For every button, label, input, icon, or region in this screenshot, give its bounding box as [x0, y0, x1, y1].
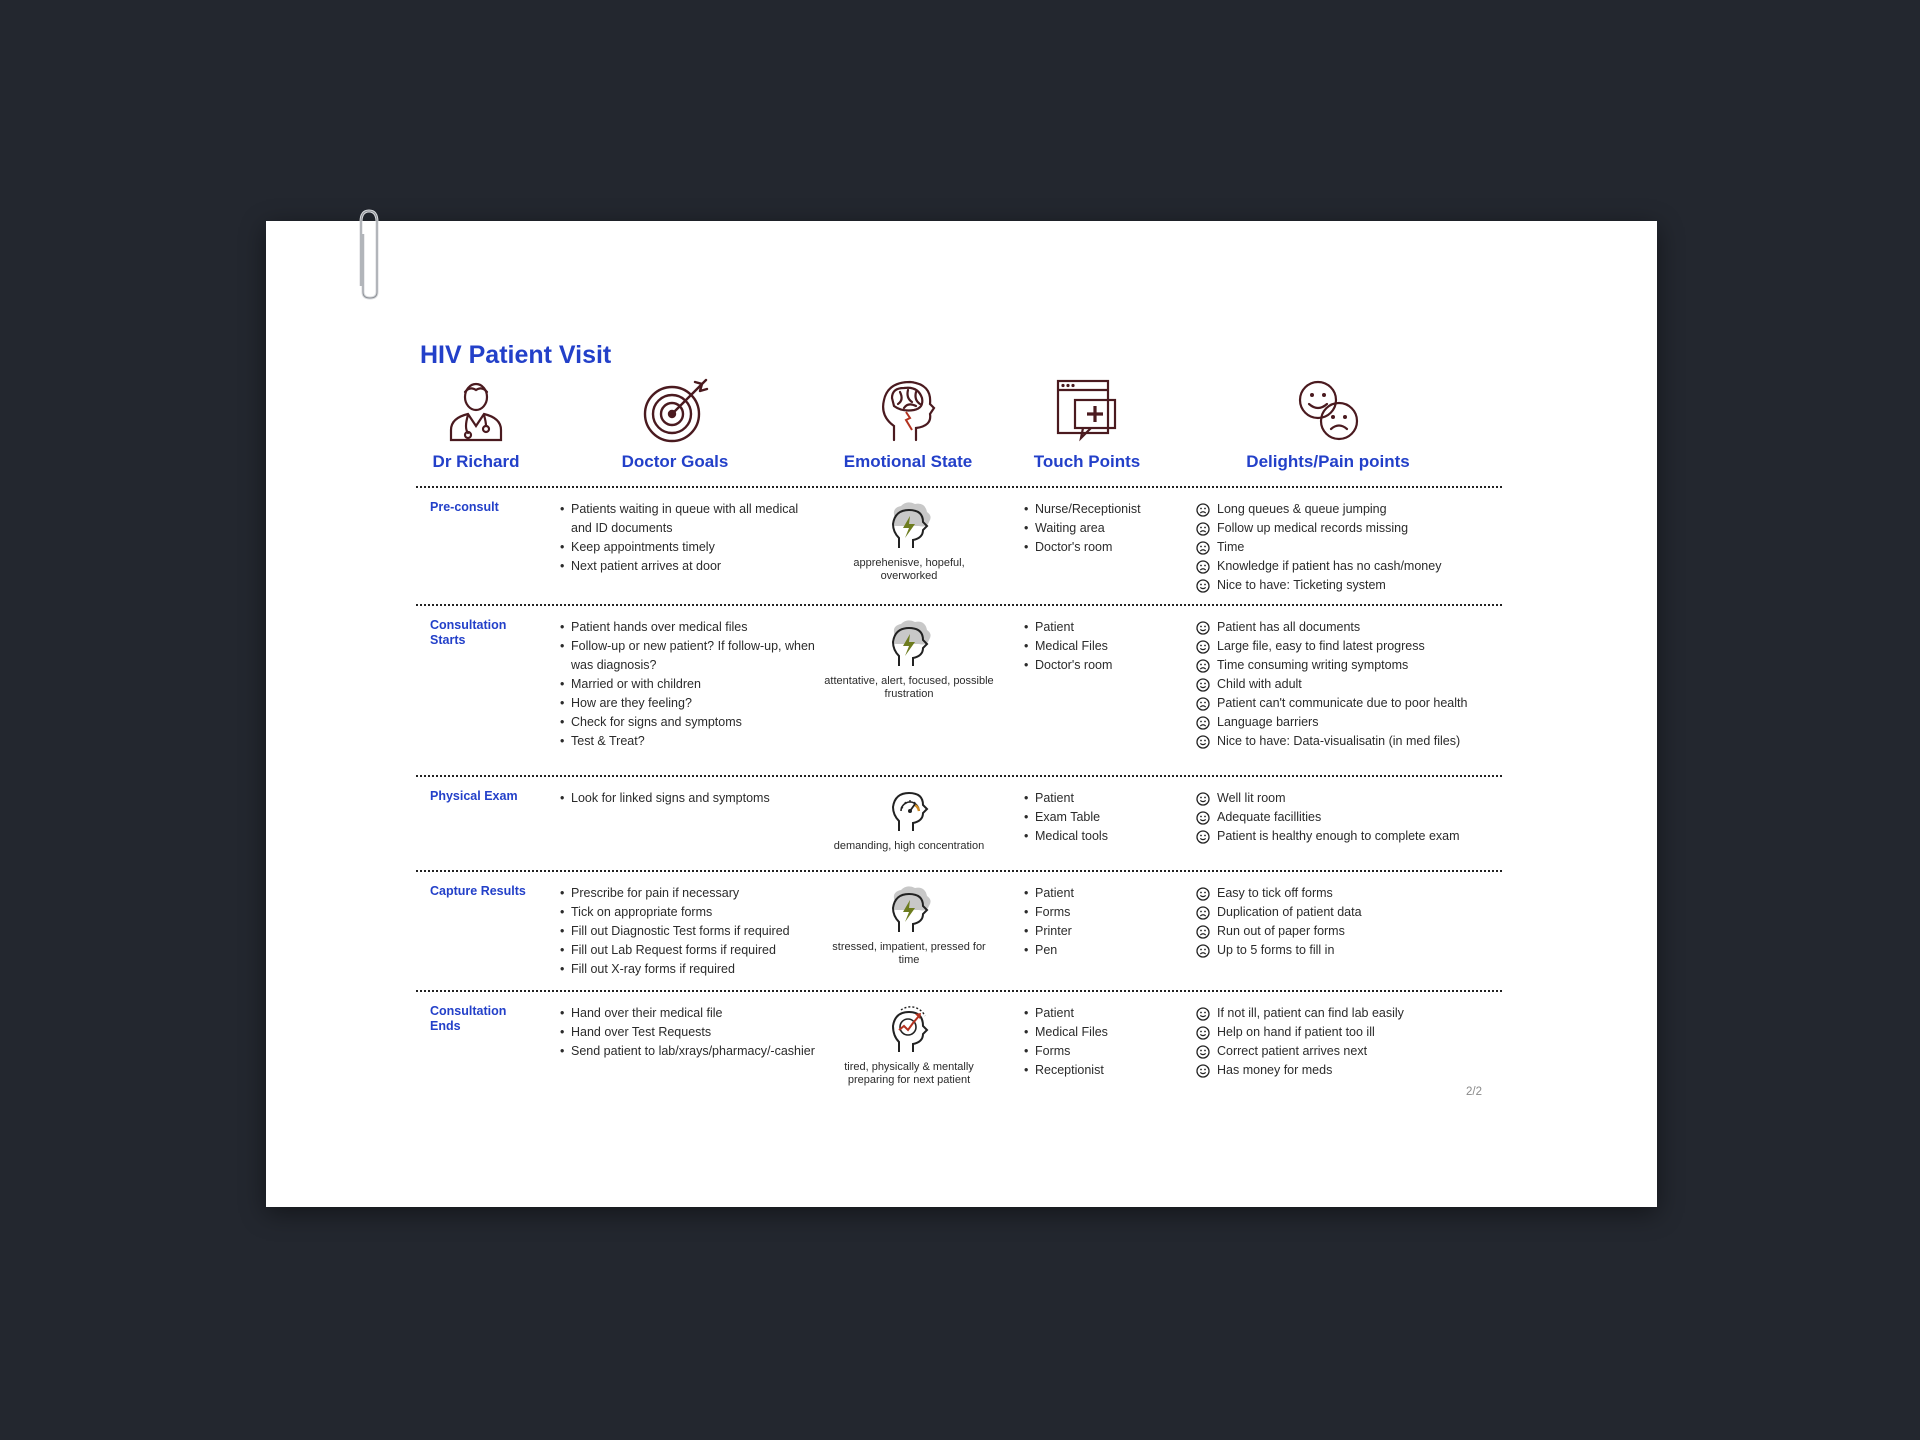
pain-point-text: Time	[1217, 540, 1245, 554]
goal-item: • Patient hands over medical files	[560, 618, 820, 637]
column-header-emotion	[843, 378, 973, 471]
pain-point-item	[1196, 922, 1496, 941]
touch-point-item: • Patient	[1024, 1004, 1108, 1023]
sad-face-icon	[1196, 659, 1210, 673]
pain-point-item	[1196, 500, 1496, 519]
touch-point-item: • Patient	[1024, 789, 1108, 808]
delight-text: Well lit room	[1217, 791, 1286, 805]
pain-point-item	[1196, 538, 1496, 557]
emotion-note: demanding, high concentration	[833, 840, 985, 852]
delights-pain-list	[1196, 1004, 1496, 1080]
pain-point-text: Knowledge if patient has no cash/money	[1217, 559, 1442, 573]
goals-list	[560, 500, 820, 576]
emotional-state	[824, 618, 994, 701]
touch-point-item: • Forms	[1024, 903, 1074, 922]
emotional-state	[824, 500, 994, 583]
delight-item	[1196, 884, 1496, 903]
stage-label: Pre-consult	[430, 500, 499, 514]
delight-item	[1196, 1023, 1496, 1042]
delight-text: Patient is healthy enough to complete exam	[1217, 829, 1460, 843]
goals-list	[560, 1004, 820, 1061]
touch-point-item: • Forms	[1024, 1042, 1108, 1061]
happy-face-icon	[1196, 830, 1210, 844]
sad-face-icon	[1196, 906, 1210, 920]
touch-point-item: • Doctor's room	[1024, 538, 1141, 557]
delight-item	[1196, 675, 1496, 694]
touch-points-list	[1024, 789, 1108, 846]
pain-point-item	[1196, 519, 1496, 538]
delight-text: Large file, easy to find latest progress	[1217, 639, 1425, 653]
stressed-head-cloud-icon	[885, 500, 933, 550]
column-header-persona	[432, 378, 520, 471]
touch-point-item: • Medical tools	[1024, 827, 1108, 846]
sad-face-icon	[1196, 716, 1210, 730]
tired-head-icon	[885, 1004, 933, 1054]
delights-pain-list	[1196, 618, 1496, 751]
delight-item	[1196, 827, 1496, 846]
sad-face-icon	[1196, 944, 1210, 958]
delights-pain-list	[1196, 789, 1496, 846]
delight-text: Help on hand if patient too ill	[1217, 1025, 1375, 1039]
page-number: 2/2	[1466, 1086, 1482, 1098]
sad-face-icon	[1196, 541, 1210, 555]
happy-face-icon	[1196, 735, 1210, 749]
delight-item	[1196, 1061, 1496, 1080]
touch-point-item: • Waiting area	[1024, 519, 1141, 538]
stage-label: Capture Results	[430, 884, 526, 898]
pain-point-text: Follow up medical records missing	[1217, 521, 1409, 535]
touch-point-item: • Exam Table	[1024, 808, 1108, 827]
doctor-icon	[446, 378, 506, 442]
stage-label: Consultation Starts	[430, 618, 507, 647]
stressed-head-cloud-icon	[885, 884, 933, 934]
goal-item: • Married or with children	[560, 675, 820, 694]
happy-face-icon	[1196, 792, 1210, 806]
page-title: HIV Patient Visit	[420, 341, 612, 369]
pain-point-item	[1196, 941, 1496, 960]
journey-row-consultation-starts	[416, 604, 1502, 748]
goal-item: • Fill out Diagnostic Test forms if required	[560, 922, 820, 941]
column-label-emotion: Emotional State	[843, 452, 973, 471]
happy-face-icon	[1196, 811, 1210, 825]
pain-point-item	[1196, 557, 1496, 576]
stage-label: Physical Exam	[430, 789, 518, 803]
emotion-note: stressed, impatient, pressed for time	[832, 941, 986, 966]
brain-head-icon	[876, 378, 940, 442]
touch-point-item: • Receptionist	[1024, 1061, 1108, 1080]
medical-chat-icon	[1055, 378, 1119, 442]
touch-points-list	[1024, 618, 1112, 675]
column-label-persona: Dr Richard	[432, 452, 520, 471]
column-label-goals: Doctor Goals	[621, 452, 729, 471]
delight-text: Easy to tick off forms	[1217, 886, 1333, 900]
emotional-state	[824, 1004, 994, 1087]
goal-item: • Tick on appropriate forms	[560, 903, 820, 922]
target-icon	[640, 378, 710, 444]
delight-text: Child with adult	[1217, 677, 1302, 691]
journey-row-physical-exam	[416, 775, 1502, 852]
happy-face-icon	[1196, 1007, 1210, 1021]
emotional-state	[824, 789, 994, 853]
happy-face-icon	[1196, 579, 1210, 593]
delight-item	[1196, 732, 1496, 751]
pain-point-item	[1196, 713, 1496, 732]
journey-row-capture-results	[416, 870, 1502, 976]
goal-item: • Fill out X-ray forms if required	[560, 960, 820, 979]
delights-pain-list	[1196, 500, 1496, 595]
delights-pain-list	[1196, 884, 1496, 960]
delight-text: Nice to have: Ticketing system	[1217, 578, 1386, 592]
sad-face-icon	[1196, 560, 1210, 574]
pain-point-text: Time consuming writing symptoms	[1217, 658, 1409, 672]
goals-list	[560, 884, 820, 979]
pain-point-item	[1196, 903, 1496, 922]
sad-face-icon	[1196, 925, 1210, 939]
touch-point-item: • Medical Files	[1024, 637, 1112, 656]
gauge-head-icon	[887, 789, 931, 833]
goal-item: • Next patient arrives at door	[560, 557, 820, 576]
goal-item: • Follow-up or new patient? If follow-up, when was diagnosis?	[560, 637, 820, 675]
happy-face-icon	[1196, 640, 1210, 654]
goal-item: • Look for linked signs and symptoms	[560, 789, 820, 808]
happy-face-icon	[1196, 1026, 1210, 1040]
pain-point-text: Up to 5 forms to fill in	[1217, 943, 1335, 957]
touch-point-item: • Doctor's room	[1024, 656, 1112, 675]
touch-points-list	[1024, 884, 1074, 960]
touch-points-list	[1024, 500, 1141, 557]
delight-item	[1196, 789, 1496, 808]
touch-point-item: • Pen	[1024, 941, 1074, 960]
touch-points-list	[1024, 1004, 1108, 1080]
goal-item: • Fill out Lab Request forms if required	[560, 941, 820, 960]
journey-row-pre-consult	[416, 486, 1502, 592]
emotion-note: tired, physically & mentally preparing for next patient	[844, 1061, 974, 1086]
touch-point-item: • Nurse/Receptionist	[1024, 500, 1141, 519]
delight-text: If not ill, patient can find lab easily	[1217, 1006, 1404, 1020]
delight-item	[1196, 808, 1496, 827]
delight-item	[1196, 576, 1496, 595]
emotion-note: attentative, alert, focused, possible frustration	[824, 675, 994, 700]
happy-face-icon	[1196, 1045, 1210, 1059]
goal-item: • Send patient to lab/xrays/pharmacy/-cashier	[560, 1042, 820, 1061]
goal-item: • How are they feeling?	[560, 694, 820, 713]
column-label-delights: Delights/Pain points	[1246, 452, 1410, 471]
emotion-note: apprehenisve, hopeful, overworked	[853, 557, 965, 582]
pain-point-text: Patient can't communicate due to poor health	[1217, 696, 1468, 710]
goal-item: • Hand over their medical file	[560, 1004, 820, 1023]
journey-row-consultation-ends	[416, 990, 1502, 1086]
delight-text: Adequate facillities	[1217, 810, 1322, 824]
column-header-touch	[1033, 378, 1141, 471]
goals-list	[560, 618, 820, 751]
delight-item	[1196, 1004, 1496, 1023]
happy-face-icon	[1196, 621, 1210, 635]
pain-point-item	[1196, 656, 1496, 675]
stage-label: Consultation Ends	[430, 1004, 507, 1033]
goal-item: • Prescribe for pain if necessary	[560, 884, 820, 903]
delight-text: Correct patient arrives next	[1217, 1044, 1368, 1058]
happy-face-icon	[1196, 887, 1210, 901]
happy-sad-faces-icon	[1296, 378, 1360, 442]
stressed-head-cloud-icon	[885, 618, 933, 668]
pain-point-text: Duplication of patient data	[1217, 905, 1362, 919]
sad-face-icon	[1196, 503, 1210, 517]
pain-point-text: Long queues & queue jumping	[1217, 502, 1387, 516]
delight-text: Has money for meds	[1217, 1063, 1333, 1077]
pain-point-item	[1196, 694, 1496, 713]
goal-item: • Test & Treat?	[560, 732, 820, 751]
paperclip-icon	[351, 206, 385, 300]
goal-item: • Check for signs and symptoms	[560, 713, 820, 732]
pain-point-text: Language barriers	[1217, 715, 1319, 729]
sad-face-icon	[1196, 697, 1210, 711]
touch-point-item: • Patient	[1024, 884, 1074, 903]
touch-point-item: • Patient	[1024, 618, 1112, 637]
pain-point-text: Run out of paper forms	[1217, 924, 1345, 938]
happy-face-icon	[1196, 678, 1210, 692]
goal-item: • Keep appointments timely	[560, 538, 820, 557]
goal-item: • Hand over Test Requests	[560, 1023, 820, 1042]
column-header-goals	[621, 378, 729, 471]
goals-list	[560, 789, 820, 808]
touch-point-item: • Printer	[1024, 922, 1074, 941]
emotional-state	[824, 884, 994, 967]
delight-item	[1196, 618, 1496, 637]
happy-face-icon	[1196, 1064, 1210, 1078]
delight-text: Patient has all documents	[1217, 620, 1361, 634]
touch-point-item: • Medical Files	[1024, 1023, 1108, 1042]
sad-face-icon	[1196, 522, 1210, 536]
delight-text: Nice to have: Data-visualisatin (in med files)	[1217, 734, 1461, 748]
column-label-touch: Touch Points	[1033, 452, 1141, 471]
column-header-delights	[1246, 378, 1410, 471]
delight-item	[1196, 637, 1496, 656]
delight-item	[1196, 1042, 1496, 1061]
goal-item: • Patients waiting in queue with all medical and ID documents	[560, 500, 820, 538]
